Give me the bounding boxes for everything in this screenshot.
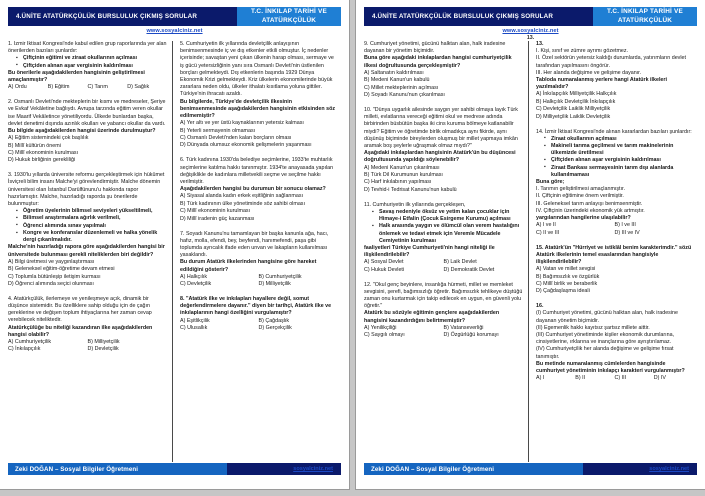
option-c[interactable]: C) Millet mekteplerinin açılması xyxy=(364,84,439,91)
question-1-ask: Bu önerilerle aşağıdakilerden hangisinin geliştirilmesi amaçlanmıştır? xyxy=(8,69,145,84)
question-3-stem: 3. 1930'lu yıllarda üniversite reformu gerçekleştirmek için hükûmet İsviçreli bilim insanı Malche'yi görevlendirmiştir. Malche dönemin üniversitesi olan İstanbul Darülfünunu'u hakkında rapor hazırlamıştır. Malche, hazırladığı raporda şu önerilerde bulunmuştur: xyxy=(8,172,165,208)
column-1 xyxy=(8,41,172,462)
option-b[interactable]: B) Türk kadınının ülke yönetiminde söz sahibi olması xyxy=(180,200,305,207)
option-a[interactable]: A) Sosyal Devlet xyxy=(364,259,404,266)
question-5-options xyxy=(180,120,337,150)
question-5 xyxy=(180,41,337,150)
page-columns xyxy=(364,41,697,462)
question-7-options xyxy=(180,274,337,289)
page-number: 13. xyxy=(526,35,535,41)
question-2-ask: Bu bilgide aşağıdakilerden hangisi üzerinde durulmuştur? xyxy=(8,127,156,134)
question-3-ask: Malche'nin hazırladığı rapora göre aşağıdakilerden hangisi bir üniversitede bulunması gerekli niteliklerden biri değildir? xyxy=(8,244,165,258)
option-d[interactable]: D) Çağdaşlaşma ideali xyxy=(536,288,590,295)
option-a[interactable]: A) Saltanatın kaldırılması xyxy=(364,69,424,76)
option-b[interactable]: B) Cumhuriyetçilik xyxy=(258,273,302,280)
option-d[interactable]: D) Hukuk birliğinin gerekliliği xyxy=(8,157,76,164)
question-7 xyxy=(180,231,337,289)
option-c[interactable]: C) Osmanlı Devleti'nden kalan borçların olması xyxy=(180,135,292,142)
question-6 xyxy=(180,157,337,223)
bullet-item: ▪ Öğretim üyelerinin bilimsel seviyeleri yükseltilmeli, xyxy=(17,208,167,215)
question-1-options xyxy=(8,84,167,91)
header-site-link[interactable]: www.sosyalciniz.net xyxy=(146,28,203,34)
option-c[interactable]: C) III xyxy=(614,375,627,382)
question-15-stem: 15. Atatürk'ün "Hürriyet ve istiklâl benim karakterimdir." sözü Atatürk ilkelerinin temel esaslarından hangisiyle ilişkilendirilebilir? xyxy=(536,244,692,265)
header-site-link[interactable]: www.sosyalciniz.net xyxy=(502,28,559,34)
option-d[interactable]: D) Gerçekçilik xyxy=(258,325,292,332)
option-b[interactable]: B) II xyxy=(575,375,586,382)
question-14 xyxy=(536,129,693,237)
question-16 xyxy=(536,303,693,382)
roman-item: II. Çiftçinin eğitimine önem verilmiştir. xyxy=(536,193,624,200)
footer-site-wrap xyxy=(227,463,341,475)
question-4-options xyxy=(8,339,167,354)
option-b[interactable]: B) Vatanseverliği xyxy=(443,324,484,331)
option-c[interactable]: C) Millî ekonominin kurulması xyxy=(180,208,251,215)
roman-item: III. Her alanda değişime ve gelişime dayanır. xyxy=(536,69,642,76)
page-footer xyxy=(364,463,697,475)
question-6-ask: Aşağıdakilerden hangisi bu durumun bir sonucu olamaz? xyxy=(180,186,326,193)
question-16-number: 16. xyxy=(536,303,544,310)
question-8 xyxy=(180,296,337,332)
page-header xyxy=(364,7,697,26)
question-9-options xyxy=(364,70,523,100)
question-3-options xyxy=(8,259,167,289)
roman-item: III. Geleneksel tarım anlayışı benimsenmiştir. xyxy=(536,200,643,207)
option-a[interactable]: A) İnkılapçılık Milliyetçilik Halkçılık xyxy=(536,91,617,98)
option-a[interactable]: A) I xyxy=(536,375,545,382)
question-2-options xyxy=(8,135,167,165)
question-11-bullets xyxy=(364,209,523,245)
header-title: 4.ÜNİTE ATATÜRKÇÜLÜK BURSLULUK ÇIKMIŞ SORULAR xyxy=(8,7,237,26)
question-10-stem: 10. "Dünya uygarlık ailesinde saygın yer sahibi olmaya layık Türk milleti, evlatlarına vereceği eğitimi okul ve medrese adında birbirinden büsbütün başka iki cins kuruma bölmeye katlanabilir miydi? Eğitim ve öğretimde birlik olmadıkça aynı fikirde, aynı düşünüş biçiminde bireylerden oluşmuş bir millet yapmaya imkân aramak boş şeylerle uğraşmak olmaz mıydı?" xyxy=(364,106,518,149)
option-a[interactable]: A) Medeni Kanun'un çıkarılması xyxy=(364,164,440,171)
question-4-ask: Atatürkçülüğe bu niteliği kazandıran ilke aşağıdakilerden hangisi olabilir? xyxy=(8,324,153,338)
question-14-options xyxy=(536,222,693,237)
question-11-ask: faaliyetleri Türkiye Cumhuriyeti'nin hangi niteliği ile ilişkilendirilebilir? xyxy=(364,244,495,259)
option-a[interactable]: A) Yenilikçiliği xyxy=(364,324,397,331)
question-14-lead: Buna göre; xyxy=(536,178,565,185)
question-14-stem: 14. İzmir İktisat Kongresi'nde alınan kararlardan bazıları şunlardır: xyxy=(536,128,692,135)
roman-item: (IV) Cumhuriyetçilik her alanda değişime ve gelişime fırsat tanımıştır. xyxy=(536,346,674,360)
option-b[interactable]: B) Milliyetçilik xyxy=(87,339,120,346)
question-7-stem: 7. Soyadı Kanunu'nu tamamlayan bir başka kanunla ağa, hacı, hafız, molla, efendi, bey, beyfendi, hanımefendi, paşa gibi toplumda ayrıcalık ifade eden unvan ve lakapların kullanılması yasaklandı. xyxy=(180,230,329,259)
question-16-options xyxy=(536,375,693,382)
option-c[interactable]: C) İnkılapçılık xyxy=(8,346,41,353)
footer-author: Zeki DOĞAN – Sosyal Bilgiler Öğretmeni xyxy=(364,463,583,475)
roman-item: I. Kişi, sınıf ve zümre ayrımı gözetmez. xyxy=(536,48,629,55)
option-c[interactable]: C) Harf inkılabının yapılması xyxy=(364,179,432,186)
option-a[interactable]: A) Vatan ve millet sevgisi xyxy=(536,266,596,273)
question-8-stem: 8. "Atatürk ilke ve inkılapları hayallere değil, somut değerlendirmelere dayanır." diyen bir tarihçi, Atatürk ilke ve inkılaplarının hangi özelliğini vurgulamıştır? xyxy=(180,296,332,317)
bullet-item: ▪ Halk arasında yaygın ve ölümcül olan verem hastalığını önlemek ve tedavi etmek için Veremle Mücadele Cemiyetinin kurulması xyxy=(373,223,523,245)
bullet-item: ▪ Öğrenci alımında sınav yapılmalı xyxy=(17,223,167,230)
bullet-item: ▪ Makineli tarıma geçilmesi ve tarım makinelerinin ülkemizde üretilmesi xyxy=(545,143,693,157)
roman-item: IV. Çiftçinin üzerindeki ekonomik yük artmıştır. xyxy=(536,207,645,214)
option-d[interactable]: D) Tevhid-i Tedrisat Kanunu'nun kabulü xyxy=(364,186,457,193)
option-b[interactable]: B) I ve III xyxy=(614,222,636,229)
option-b[interactable]: B) Medeni Kanun'un kabulü xyxy=(364,77,430,84)
question-11-options xyxy=(364,259,523,274)
question-9 xyxy=(364,41,523,99)
page-gap xyxy=(350,0,355,496)
page-footer xyxy=(8,463,341,475)
option-c[interactable]: C) II ve III xyxy=(536,229,560,236)
option-b[interactable]: B) Halkçılık Devletçilik İnkılapçılık xyxy=(536,98,616,105)
option-c[interactable]: C) Hukuk Devleti xyxy=(364,266,405,273)
option-b[interactable]: B) Geleneksel eğitim-öğretime devam etmesi xyxy=(8,266,115,273)
option-b[interactable]: B) Türk Dil Kurumunun kurulması xyxy=(364,171,443,178)
question-11 xyxy=(364,202,523,274)
footer-author: Zeki DOĞAN – Sosyal Bilgiler Öğretmeni xyxy=(8,463,227,475)
question-4 xyxy=(8,296,167,354)
option-c[interactable]: C) Tarım xyxy=(87,84,108,91)
option-b[interactable]: B) Laik Devlet xyxy=(443,259,477,266)
question-5-stem: 5. Cumhuriyetin ilk yıllarında devletçilik anlayışının benimsenmesinde iç ve dış etkenler etkili olmuştur. İç nedenler içerisinde; savaştan yeni çıkan ülkenin harap olması, sermaye ve iş gücü yetersizliğinin yanı sıra Osmanlı Devleti'nin üstlenilen borçları gelmekteydi. Dış etkenlerin başında 1929 Dünya Ekonomik Krizi gelmekteydi. Kriz ülkelerin ekonomilerinde büyük zararlara neden oldu, ülkeler ithalatı kısıtlama yoluna gittiler. Türkiye'nin ihracatı azaldı. xyxy=(180,41,334,98)
badge-line-2: ATATÜRKÇÜLÜK xyxy=(261,16,317,24)
footer-site-link[interactable]: sosyalciniz.net xyxy=(649,466,689,472)
bullet-item: ▪ Çiftçinin eğitimi ve ziraat okullarının açılması xyxy=(17,55,167,62)
question-4-stem: 4. Atatürkçülük, ilerlemeye ve yenileşmeye açık, dinamik bir düşünce sistemidir. Bu özelliklere sahip olduğu için de çağın gereklerine ve değişen toplum ihtiyaçlarına her zaman cevap verebilecek niteliktedir. xyxy=(8,295,152,324)
option-d[interactable]: D) Milliyetçilik Laiklik Devletçilik xyxy=(536,113,611,120)
option-d[interactable]: D) Millî iradenin güç kazanması xyxy=(180,215,255,222)
option-c[interactable]: C) Toplumla bütünleşip iletişim kurması xyxy=(8,273,101,280)
badge-line-1: T.C. İNKILAP TARİHİ VE xyxy=(251,7,327,15)
roman-item: II. Özel sektörün yetersiz kaldığı durumlarda, yatırımların devlet tarafından yapılmasını öngörür. xyxy=(536,55,686,69)
option-b[interactable]: B) Millî kültürün önemi xyxy=(8,142,61,149)
question-12-stem: 12. "Okul genç beyinlere, insanlığa hürmeti, millet ve memleket sevgisini, şerefi, bağımsızlığı öğretir. Bağımsızlık tehlikeye düştüğü zaman onu kurtarmak için takip edilecek en uygun, en güvenli yolu öğretir." xyxy=(364,281,523,310)
option-c[interactable]: C) Devletçilik xyxy=(180,281,212,288)
question-7-ask: Bu durum Atatürk ilkelerinden hangisine göre hareket edildiğini gösterir? xyxy=(180,259,317,273)
question-5-ask: Bu bilgilerde, Türkiye'de devletçilik ilkesinin benimsenmesinde aşağıdakilerden hangisinin etkisinden söz edilmemiştir? xyxy=(180,98,336,120)
question-16-ask: Bu metinde numaralanmış cümlelerden hangisinde cumhuriyet yönetiminin inkılapçı karakteri vurgulanmıştır? xyxy=(536,360,685,375)
question-3-bullets xyxy=(8,208,167,244)
question-1-bullets xyxy=(8,55,167,69)
option-a[interactable]: A) Cumhuriyetçilik xyxy=(8,339,52,346)
option-b[interactable]: B) Çağdaşlık xyxy=(258,317,290,324)
option-d[interactable]: D) Dünyada olumsuz ekonomik gelişmelerin yaşanması xyxy=(180,142,312,149)
question-2 xyxy=(8,99,167,165)
question-14-ask: yargılarından hangilerine ulaşılabilir? xyxy=(536,214,631,221)
question-6-stem: 6. Türk kadınına 1930'da belediye seçimlerine, 1933'te muhtarlık seçimlerine katılma hakkı tanınmıştır. 1934'te anayasada yapılan değişiklikle de kadınlara milletvekili seçme ve seçilme hakkı verilmiştir. xyxy=(180,157,334,185)
bullet-item: ▪ Ziraat Bankası sermayesinin tarım dışı alanlarda kullanılmaması xyxy=(545,165,693,179)
footer-site-wrap xyxy=(583,463,697,475)
badge-line-1: T.C. İNKILAP TARİHİ VE xyxy=(607,7,683,15)
option-d[interactable]: D) IV xyxy=(653,375,666,382)
bullet-item: ▪ Savaş nedeniyle öksüz ve yetim kalan çocuklar için Himaye-i Etfalin (Çocuk Esirgeme Kurumu) açılması xyxy=(373,209,523,223)
question-12-options xyxy=(364,325,523,340)
question-1 xyxy=(8,41,167,92)
question-3 xyxy=(8,172,167,288)
option-b[interactable]: B) Yeterli sermayenin olmaması xyxy=(180,127,256,134)
option-a[interactable]: A) Yer altı ve yer üstü kaynaklarının yetersiz kalması xyxy=(180,120,304,127)
question-10-options xyxy=(364,165,523,195)
worksheet-page-1 xyxy=(0,0,349,489)
question-12-ask: Atatürk bu sözüyle eğitimin gençlere aşağıdakilerden hangisini kazandırdığını belirtmemiştir? xyxy=(364,310,500,324)
option-d[interactable]: D) Özgürlüğü korumayı xyxy=(443,332,499,339)
question-13-options xyxy=(536,91,693,121)
option-c[interactable]: C) Saygılı olmayı xyxy=(364,332,405,339)
question-13-ask: Tabloda numaralanmış yerlere hangi Atatürk ilkeleri yazılmalıdır? xyxy=(536,77,667,91)
bullet-item: ▪ Ziraat okullarının açılması xyxy=(545,136,693,143)
question-13-number: 13. xyxy=(536,41,544,47)
roman-item: I. Tarımın geliştirilmesi amaçlanmıştır. xyxy=(536,186,625,193)
option-b[interactable]: B) Eğitim xyxy=(47,84,70,91)
option-a[interactable]: A) Bilgi üretmesi ve yaygınlaştırması xyxy=(8,258,95,265)
option-d[interactable]: D) Devletçilik xyxy=(87,346,119,353)
badge-line-2: ATATÜRKÇÜLÜK xyxy=(617,16,673,24)
option-b[interactable]: B) Bağımsızlık ve özgürlük xyxy=(536,273,600,280)
bullet-item: ▪ Çiftçiden alınan aşar vergisinin kaldırılması xyxy=(17,63,167,70)
option-d[interactable]: D) III ve IV xyxy=(614,229,640,236)
bullet-item: ▪ Kongre ve konferanslar düzenlemeli ve halka yönelik dergi çıkarılmalıdır. xyxy=(17,230,167,244)
question-6-options xyxy=(180,193,337,223)
option-d[interactable]: D) Soyadı Kanunu'nun çıkarılması xyxy=(364,92,445,99)
header-subject-badge xyxy=(593,7,697,26)
roman-item: (II) Egemenlik hakkı kayıtsız şartsız millete aittir. xyxy=(536,324,650,331)
column-4 xyxy=(529,41,693,462)
question-9-ask: Buna göre aşağıdaki inkılaplardan hangisi cumhuriyetçilik ilkesi doğrultusunda gerçekleşmiştir? xyxy=(364,55,512,69)
option-a[interactable]: A) Halkçılık xyxy=(180,273,208,280)
column-3 xyxy=(364,41,528,462)
question-10-ask: Aşağıdaki inkılaplardan hangisinin Atatürk'ün bu düşüncesi doğrultusunda yapıldığı söylenebilir? xyxy=(364,150,516,164)
question-15 xyxy=(536,245,693,296)
question-2-stem: 2. Osmanlı Devleti'nde mekteplerin bir kısmı ve medreseler, Şeriye ve Evkaf Vekâletine bağlıydı. Avrupa tarzında eğitim veren okullar ise Maarif Vekâletince yönetiliyordu. Ülkede bunlardan başka, devlet denetimi dışında azınlık okulları ve yabancı okullar da vardı. xyxy=(8,99,166,127)
option-c[interactable]: C) Ulusallık xyxy=(180,325,208,332)
header-subject-badge xyxy=(237,7,341,26)
option-c[interactable]: C) Devletçilik Laiklik Milliyetçilik xyxy=(536,106,611,113)
option-d[interactable]: D) Milliyetçilik xyxy=(258,281,291,288)
question-1-stem: 1. İzmir İktisat Kongresi'nde kabul edilen grup raporlarında yer alan önerilerden bazıları şunlardır: xyxy=(8,41,167,55)
roman-item: (III) Cumhuriyet yönetiminde kişiler ekonomik durumlarına, cinsiyetlerine, ırklarına ve inançlarına göre ayrıştırılamaz. xyxy=(536,332,675,346)
question-15-options xyxy=(536,266,693,296)
option-d[interactable]: D) Demokratik Devlet xyxy=(443,266,495,273)
option-d[interactable]: D) Sağlık xyxy=(127,84,150,91)
roman-item: (I) Cumhuriyet yönetimi, gücünü halktan alan, halk iradesine dayanan yönetim biçimidir. xyxy=(536,310,678,324)
footer-site-link[interactable]: sosyalciniz.net xyxy=(293,466,333,472)
worksheet-page-2 xyxy=(356,0,705,489)
question-14-bullets xyxy=(536,136,693,179)
option-d[interactable]: D) Öğrenci alımında seçici olunması xyxy=(8,280,94,287)
option-a[interactable]: A) Siyasal alanda kadın erkek eşitliğinin sağlanması xyxy=(180,193,303,200)
option-a[interactable]: A) I ve II xyxy=(536,222,556,229)
header-title: 4.ÜNİTE ATATÜRKÇÜLÜK BURSLULUK ÇIKMIŞ SORULAR xyxy=(364,7,593,26)
page-header xyxy=(8,7,341,26)
question-11-stem: 11. Cumhuriyetin ilk yıllarında gerçekleşen, xyxy=(364,201,466,208)
question-10 xyxy=(364,107,523,194)
option-c[interactable]: C) Millî ekonominin kurulması xyxy=(8,149,79,156)
column-2 xyxy=(173,41,337,462)
question-12 xyxy=(364,282,523,340)
bullet-item: ▪ Çiftçiden alınan aşar vergisinin kaldırılması xyxy=(545,157,693,164)
question-9-stem: 9. Cumhuriyet yönetimi, gücünü halktan alan, halk iradesine dayanan bir yönetim biçimidir. xyxy=(364,41,506,55)
option-c[interactable]: C) Millî birlik ve beraberlik xyxy=(536,280,598,287)
option-a[interactable]: A) Eğitim sistemindeki çok başlılık xyxy=(8,135,89,142)
option-a[interactable]: A) Ordu xyxy=(8,84,27,91)
question-8-options xyxy=(180,318,337,333)
bullet-item: ▪ Bilimsel araştırmalara ağırlık verilmeli, xyxy=(17,215,167,222)
option-a[interactable]: A) Eşitlikçilik xyxy=(180,317,210,324)
page-columns xyxy=(8,41,341,462)
question-13 xyxy=(536,41,693,121)
